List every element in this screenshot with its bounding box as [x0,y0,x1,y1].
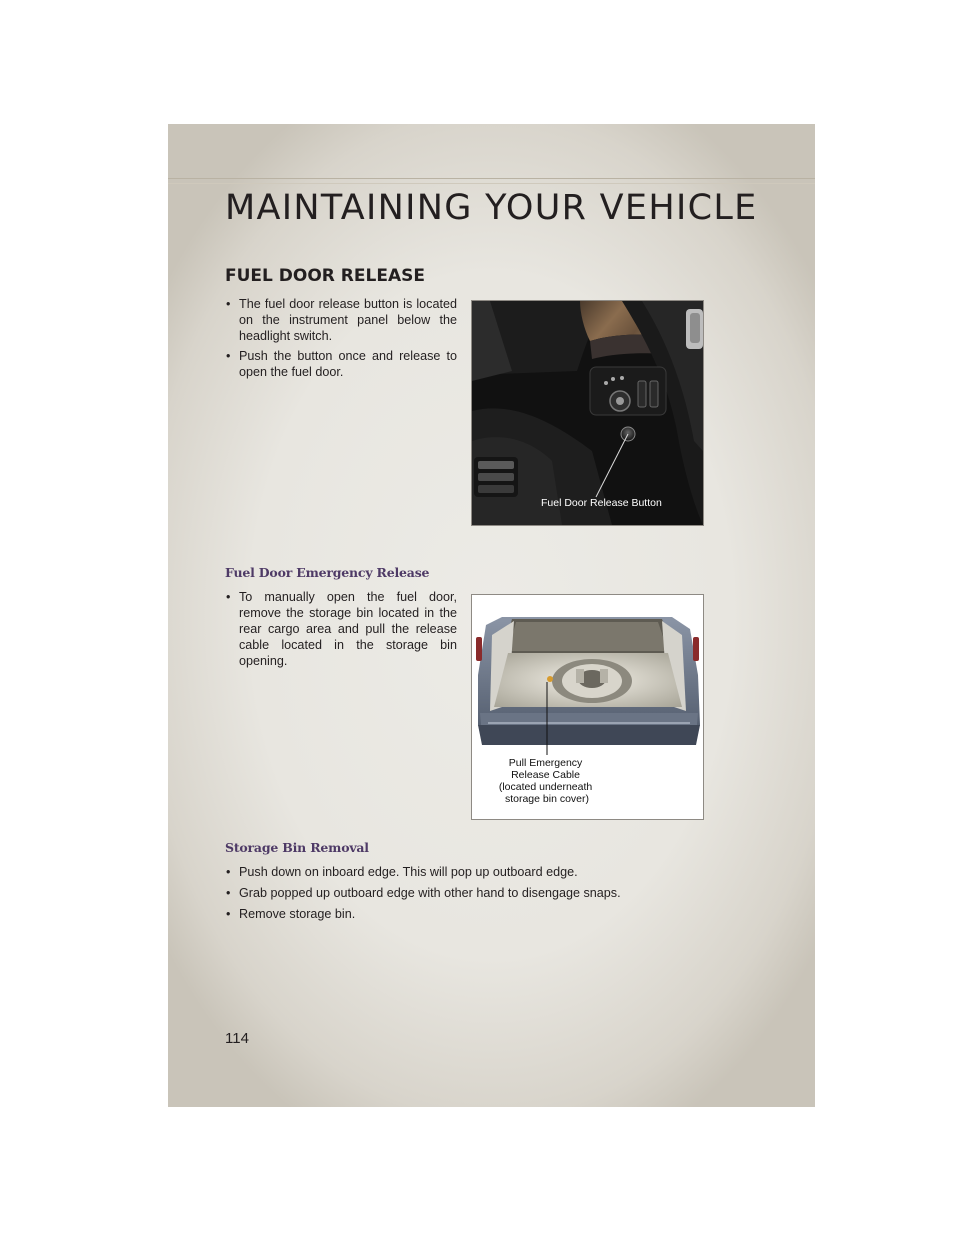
cargo-area-illustration [472,595,703,819]
figure-caption-line: Release Cable [511,769,580,781]
svg-text:Pull Emergency Release C [499,757,595,805]
storage-bin-bullets [225,864,705,927]
page-number: 114 [225,1030,249,1047]
emergency-release-heading: Fuel Door Emergency Release [225,565,430,580]
figure-caption-line: storage bin cover) [504,793,590,805]
header-rule [168,178,815,179]
list-item: • Grab popped up outboard edge with other hand to disengage snaps. [225,885,705,901]
section-title: FUEL DOOR RELEASE [225,266,425,286]
storage-bin-removal-heading: Storage Bin Removal [225,840,369,855]
list-item: • Remove storage bin. [225,906,705,922]
list-item: • Push down on inboard edge. This will pop up outboard edge. [225,864,705,880]
list-item: • The fuel door release button is located on the instrument panel below the headlight switch. [225,296,457,344]
chapter-title: MAINTAINING YOUR VEHICLE [225,188,758,228]
figure-caption-line: Pull Emergency [508,757,583,769]
figure-caption: Fuel Door Release Button [541,497,662,509]
list-item: • Push the button once and release to open the fuel door. [225,348,457,380]
fuel-door-release-photo [471,300,704,526]
fuel-door-bullets [225,296,457,384]
figure-caption-line: (located underneath [498,781,593,793]
emergency-release-bullets [225,589,457,673]
list-item: • To manually open the fuel door, remove the storage bin located in the rear cargo area and pull the release cable located in the storage bin opening. [225,589,457,669]
dashboard-illustration [472,301,703,525]
emergency-release-photo [471,594,704,820]
header-rule-secondary [168,183,815,184]
